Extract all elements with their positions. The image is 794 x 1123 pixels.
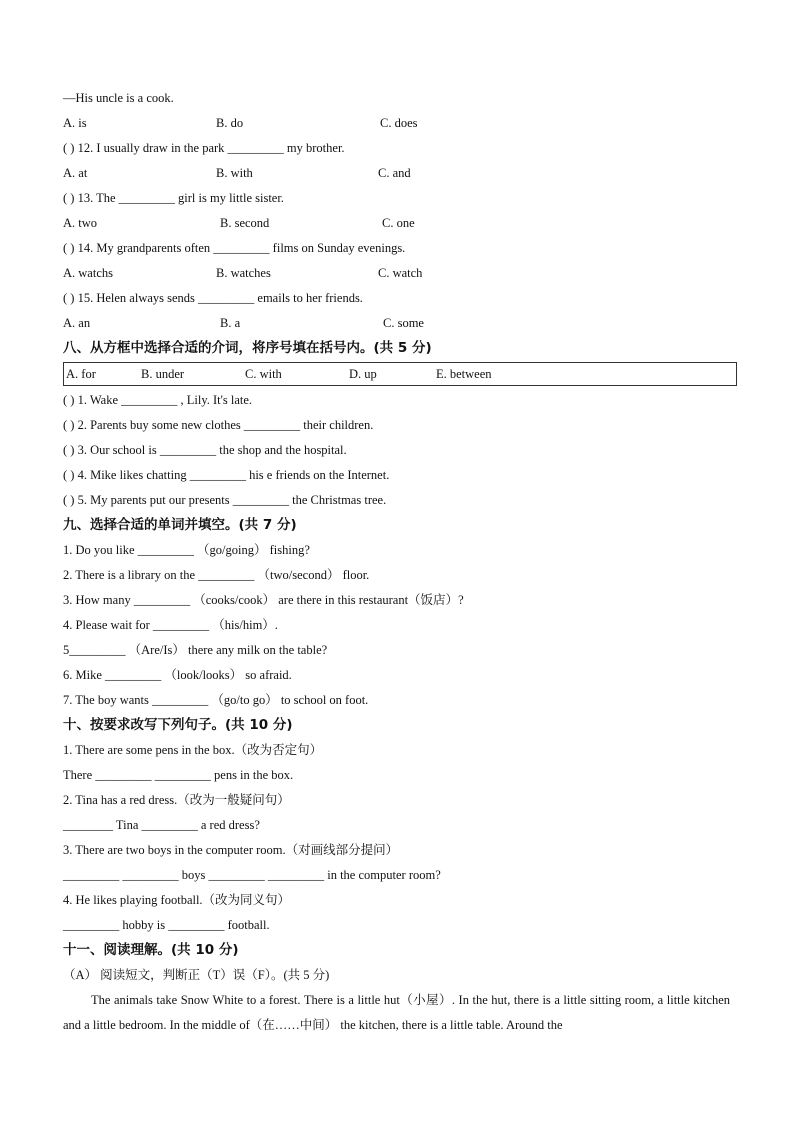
section8-item-4: ( ) 4. Mike likes chatting _________ his e friends on the Internet. [63,468,390,482]
q11-option-a: A. is [63,116,87,130]
q15-option-a: A. an [63,316,91,330]
box-option-a: A. for [66,367,96,381]
box-option-c: C. with [245,367,282,381]
section11-part-a-instruction: （A） 阅读短文，判断正（T）误（F）。(共 5 分) [63,968,330,982]
q14-stem: ( ) 14. My grandparents often _________ films on Sunday evenings. [63,241,406,255]
q13-option-a: A. two [63,216,98,230]
q11-option-c: C. does [380,116,418,130]
section11-title: 十一、阅读理解。(共 10 分) [63,942,239,958]
q12-option-c: C. and [378,166,411,180]
section10-line-2: There _________ _________ pens in the box. [63,768,294,782]
section10-line-5: 3. There are two boys in the computer room.（对画线部分提问） [63,843,399,857]
worksheet-page [63,86,743,1038]
q15-option-b: B. a [220,316,241,330]
section9-item-6: 6. Mike _________ （look/looks） so afraid. [63,668,292,682]
section8-item-2: ( ) 2. Parents buy some new clothes _________ their children. [63,418,374,432]
q15-stem: ( ) 15. Helen always sends _________ emails to her friends. [63,291,363,305]
section9-title: 九、选择合适的单词并填空。(共 7 分) [63,517,297,533]
section9-item-2: 2. There is a library on the _________ （two/second） floor. [63,568,370,582]
section10-line-4: ________ Tina _________ a red dress? [63,818,260,832]
q14-option-a: A. watchs [63,266,113,280]
box-option-d: D. up [349,367,377,381]
q11-options [63,111,743,136]
section10-line-1: 1. There are some pens in the box.（改为否定句） [63,743,323,757]
q12-options [63,161,743,186]
section10-line-6: _________ _________ boys _________ _________ in the computer room? [63,868,441,882]
q13-option-c: C. one [382,216,415,230]
q13-options [63,211,743,236]
box-option-e: E. between [436,367,492,381]
preposition-box [63,362,737,386]
box-option-b: B. under [141,367,185,381]
q15-options [63,311,743,336]
section9-item-1: 1. Do you like _________ （go/going） fishing? [63,543,310,557]
q14-option-c: C. watch [378,266,423,280]
section9-item-3: 3. How many _________ （cooks/cook） are there in this restaurant（饭店）? [63,593,464,607]
section9-item-7: 7. The boy wants _________ （go/to go） to school on foot. [63,693,369,707]
q14-option-b: B. watches [216,266,271,280]
section8-title: 八、从方框中选择合适的介词，将序号填在括号内。(共 5 分) [63,340,432,356]
q13-stem: ( ) 13. The _________ girl is my little sister. [63,191,284,205]
section9-item-5: 5_________ （Are/Is） there any milk on the table? [63,643,328,657]
section10-line-8: _________ hobby is _________ football. [63,918,270,932]
q13-option-b: B. second [220,216,270,230]
q11-answer: —His uncle is a cook. [63,91,174,105]
q12-stem: ( ) 12. I usually draw in the park _________ my brother. [63,141,345,155]
q14-options [63,261,743,286]
section10-line-7: 4. He likes playing football.（改为同义句） [63,893,291,907]
section9-item-4: 4. Please wait for _________ （his/him）. [63,618,278,632]
section10-line-3: 2. Tina has a red dress.（改为一般疑问句） [63,793,290,807]
q12-option-b: B. with [216,166,253,180]
q12-option-a: A. at [63,166,88,180]
section8-item-3: ( ) 3. Our school is _________ the shop and the hospital. [63,443,347,457]
reading-passage: The animals take Snow White to a forest. There is a little hut（小屋）. In the hut, there is a little sitting room, a little kitchen and a little bedroom. In the middle of（在……中间） the kitchen, there is a little table. Around the [63,993,730,1032]
section8-item-1: ( ) 1. Wake _________ , Lily. It's late. [63,393,253,407]
section10-title: 十、按要求改写下列句子。(共 10 分) [63,717,293,733]
section8-item-5: ( ) 5. My parents put our presents _________ the Christmas tree. [63,493,387,507]
q15-option-c: C. some [383,316,424,330]
q11-option-b: B. do [216,116,244,130]
